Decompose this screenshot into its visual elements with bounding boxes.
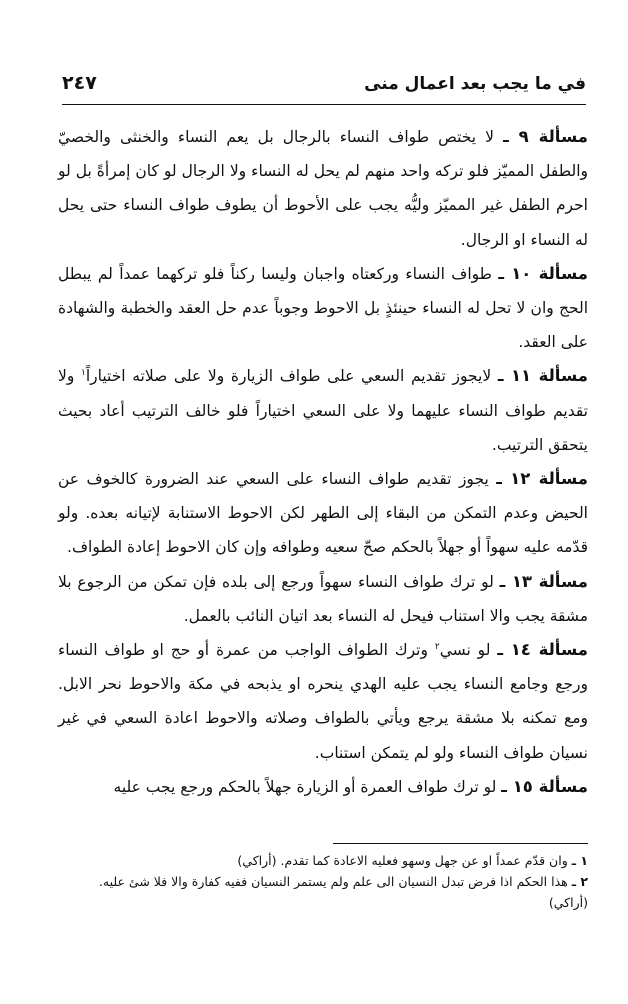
issue-text: لو ترك طواف النساء سهواً ورجع إلى بلده فإن تمكن من الرجوع بلا مشقة يجب والا استناب فيحل له النساء بعد اتيان النائب بالعمل. bbox=[58, 572, 588, 625]
footnote-number: ٢ ـ bbox=[571, 874, 588, 889]
issue-10 bbox=[58, 257, 588, 360]
footnote-1 bbox=[58, 850, 588, 871]
running-title: في ما يجب بعد اعمال منى bbox=[364, 74, 586, 94]
issue-text: لا يختص طواف النساء بالرجال بل يعم النساء والخنثى والخصيّ والطفل المميّز فلو تركه واحد منهم لم يحل له النساء ولا الرجال لو كان إمرأةً بل لو احرم الطفل غير المميّز وليُّه يجب على الأحوط أن يطوف طواف النساء حتى يحل له النساء او الرجال. bbox=[58, 128, 588, 249]
main-text bbox=[58, 120, 588, 804]
footnotes bbox=[58, 850, 588, 913]
footnote-marker: ٢ bbox=[434, 641, 440, 652]
footnote-divider bbox=[333, 843, 588, 844]
issue-label: مسألة ١١ ـ bbox=[497, 366, 588, 386]
page-header bbox=[62, 70, 586, 104]
issue-text-continued: وترك الطواف الواجب من عمرة أو حج او طواف النساء ورجع وجامع النساء يجب عليه الهدي ينحره او يذبحه في مكة والاحوط نحر الابل. ومع تمكنه بلا مشقة يرجع ويأتي بالطواف وصلاته والاحوط اعادة السعي في غير نسيان طواف النساء ولو لم يتمكن استناب. bbox=[58, 641, 588, 762]
issue-label: مسألة ١٠ ـ bbox=[498, 263, 588, 283]
issue-label: مسألة ١٤ ـ bbox=[497, 640, 588, 660]
page-number: ٢٤٧ bbox=[62, 72, 97, 94]
issue-label: مسألة ١٥ ـ bbox=[501, 776, 588, 796]
issue-15 bbox=[58, 770, 588, 804]
issue-text: لو ترك طواف العمرة أو الزيارة جهلاً بالحكم ورجع يجب عليه bbox=[113, 777, 497, 796]
issue-text: لو نسي bbox=[439, 641, 491, 660]
footnote-2 bbox=[58, 871, 588, 913]
issue-text-continued: ولا تقديم طواف النساء عليهما ولا على السعي اختياراً فلو خالف الترتيب أعاد بحيث يتحقق الترتيب. bbox=[58, 367, 588, 454]
issue-9 bbox=[58, 120, 588, 257]
issue-13 bbox=[58, 565, 588, 633]
footnote-text: وان قدّم عمداً او عن جهل وسهو فعليه الاعادة كما تقدم. (أراكي) bbox=[237, 853, 568, 868]
issue-12 bbox=[58, 462, 588, 565]
footnote-text: هذا الحكم اذا فرض تبدل النسيان الى علم ولم يستمر النسيان ففيه كفارة والا فلا شئ عليه. (أراكي) bbox=[98, 874, 588, 910]
issue-text: لايجوز تقديم السعي على طواف الزيارة ولا على صلاته اختياراً bbox=[85, 367, 492, 386]
footnote-number: ١ ـ bbox=[571, 853, 588, 868]
issue-label: مسألة ٩ ـ bbox=[503, 127, 588, 146]
issue-label: مسألة ١٢ ـ bbox=[496, 469, 588, 489]
issue-14 bbox=[58, 633, 588, 770]
issue-11 bbox=[58, 359, 588, 462]
issue-label: مسألة ١٣ ـ bbox=[499, 571, 588, 591]
footnote-marker: ١ bbox=[80, 368, 86, 379]
issue-text: طواف النساء وركعتاه واجبان وليسا ركناً فلو تركهما عمداً لم يبطل الحج وان لا تحل له النساء حينئذٍ بل الاحوط وجوباً عدم حل العقد والخطبة والشهادة على العقد. bbox=[58, 264, 588, 352]
header-divider bbox=[62, 104, 586, 105]
issue-text: يجوز تقديم طواف النساء على السعي عند الضرورة كالخوف عن الحيض وعدم التمكن من البقاء إلى الطهر لكن الاحوط الاستنابة لإتيانه بعده. ولو قدّمه عليه سهواً أو جهلاً بالحكم صحّ سعيه وطوافه وإن كان الاحوط إعادة الطواف. bbox=[58, 470, 588, 557]
